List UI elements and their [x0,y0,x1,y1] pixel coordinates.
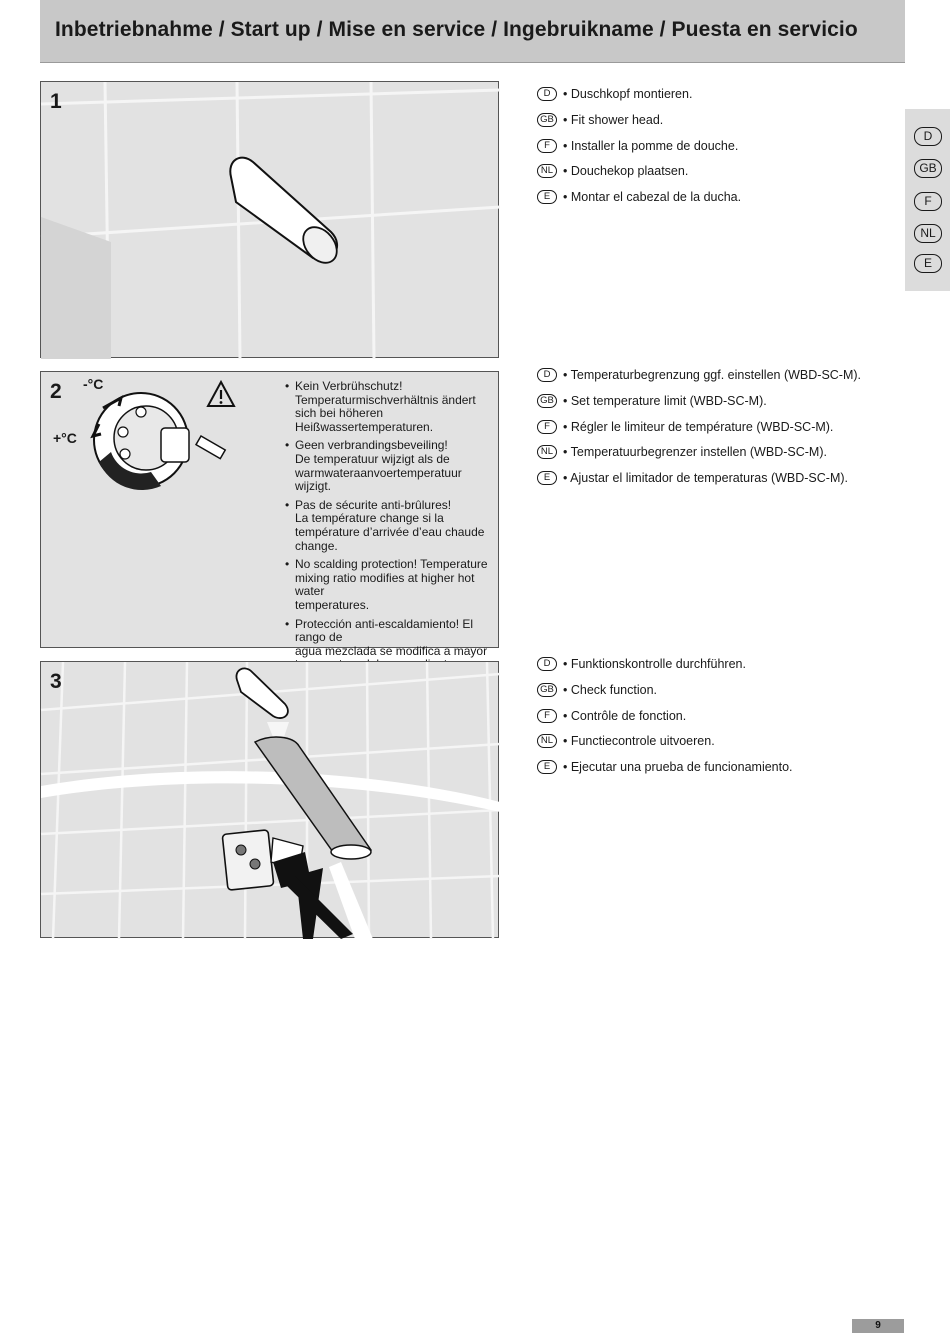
lang-badge: F [537,709,557,723]
page-header [40,0,905,63]
instruction-text: • Funktionskontrolle durchführen. [563,657,746,671]
lang-badge: D [537,368,557,382]
lang-badge: D [537,87,557,101]
lang-badge: F [537,139,557,153]
step-number: 1 [50,90,62,113]
side-lang-badge: F [914,192,942,211]
instruction-text: • Montar el cabezal de la ducha. [563,190,742,205]
language-side-tab [905,109,950,291]
warning-list [285,380,495,677]
instruction-row [537,163,897,189]
instruction-row [537,393,897,419]
step-number: 2 [50,380,62,403]
instruction-row [537,470,897,496]
instruction-row [537,444,897,470]
page-title: Inbetriebnahme / Start up / Mise en service / Ingebruikname / Puesta en servicio [55,18,858,41]
instruction-row [537,189,897,215]
step-1-instructions [537,86,897,215]
page-number: 9 [852,1319,904,1333]
instruction-text: • Duschkopf montieren. [563,87,693,101]
instruction-text: • Set temperature limit (WBD-SC-M). [563,393,767,408]
warning-item: • Protección anti-escaldamiento! El rango de agua mezclada se modifica a mayor [285,616,488,658]
instruction-row [537,138,897,164]
instruction-text: • Ejecutar una prueba de funcionamiento. [563,760,793,775]
step-3-illustration [40,661,499,938]
warning-item: • No scalding protection! Temperature mixing ratio modifies at higher hot water temperatures. [285,557,488,612]
warning-triangle-icon [206,380,236,408]
temperature-limiter-illustration [41,372,281,512]
instruction-row [537,708,897,734]
lang-badge: D [537,657,557,671]
step-2-instructions [537,367,897,496]
instruction-row [537,86,897,112]
lang-badge: E [537,471,557,485]
step-1-illustration [40,81,499,358]
shower-head-wall-illustration [41,82,500,359]
instruction-text: • Temperaturbegrenzung ggf. einstellen (WBD-SC-M). [563,368,862,382]
step-2-panel [40,371,499,658]
instruction-row [537,733,897,759]
lang-badge: E [537,760,557,774]
step-number: 3 [50,670,62,693]
instruction-row [537,759,897,785]
instruction-text: • Functiecontrole uitvoeren. [563,734,715,749]
temp-minus-label: -°C [83,376,104,392]
lang-badge: NL [537,734,557,748]
instruction-text: • Installer la pomme de douche. [563,138,739,153]
function-check-illustration [41,662,500,939]
lang-badge: NL [537,445,557,459]
lang-badge: NL [537,164,557,178]
instruction-text: • Ajustar el limitador de temperaturas (WBD-SC-M). [563,471,849,486]
side-lang-badge: GB [914,159,942,178]
side-lang-badge: NL [914,224,942,243]
instruction-text: • Fit shower head. [563,112,664,127]
lang-badge: GB [537,394,557,408]
instruction-text: • Contrôle de fonction. [563,708,687,723]
instruction-text: • Check function. [563,682,658,697]
warning-item: • Geen verbrandingsbeveiling! De temperatuur wijzigt als de warmwateraanvoertemperatuur wijzigt. [285,438,462,494]
lang-badge: GB [537,113,557,127]
instruction-row [537,682,897,708]
instruction-text: • Régler le limiteur de température (WBD-SC-M). [563,419,834,434]
instruction-row [537,656,897,682]
instruction-row [537,367,897,393]
instruction-row [537,419,897,445]
warning-item: • Pas de sécurite anti-brûlures! La température change si la température d’arrivée d’eau chaude change. [285,497,485,553]
side-lang-badge: E [914,254,942,273]
lang-badge: F [537,420,557,434]
lang-badge: E [537,190,557,204]
step-3-instructions [537,656,897,785]
instruction-row [537,112,897,138]
instruction-text: • Temperatuurbegrenzer instellen (WBD-SC-M). [563,445,827,460]
side-lang-badge: D [914,127,942,146]
warning-item: • Kein Verbrühschutz! Temperaturmischverhältnis ändert sich bei höheren Heißwassertemperaturen. [285,379,476,434]
lang-badge: GB [537,683,557,697]
temp-plus-label: +°C [53,430,77,446]
instruction-text: • Douchekop plaatsen. [563,164,689,179]
